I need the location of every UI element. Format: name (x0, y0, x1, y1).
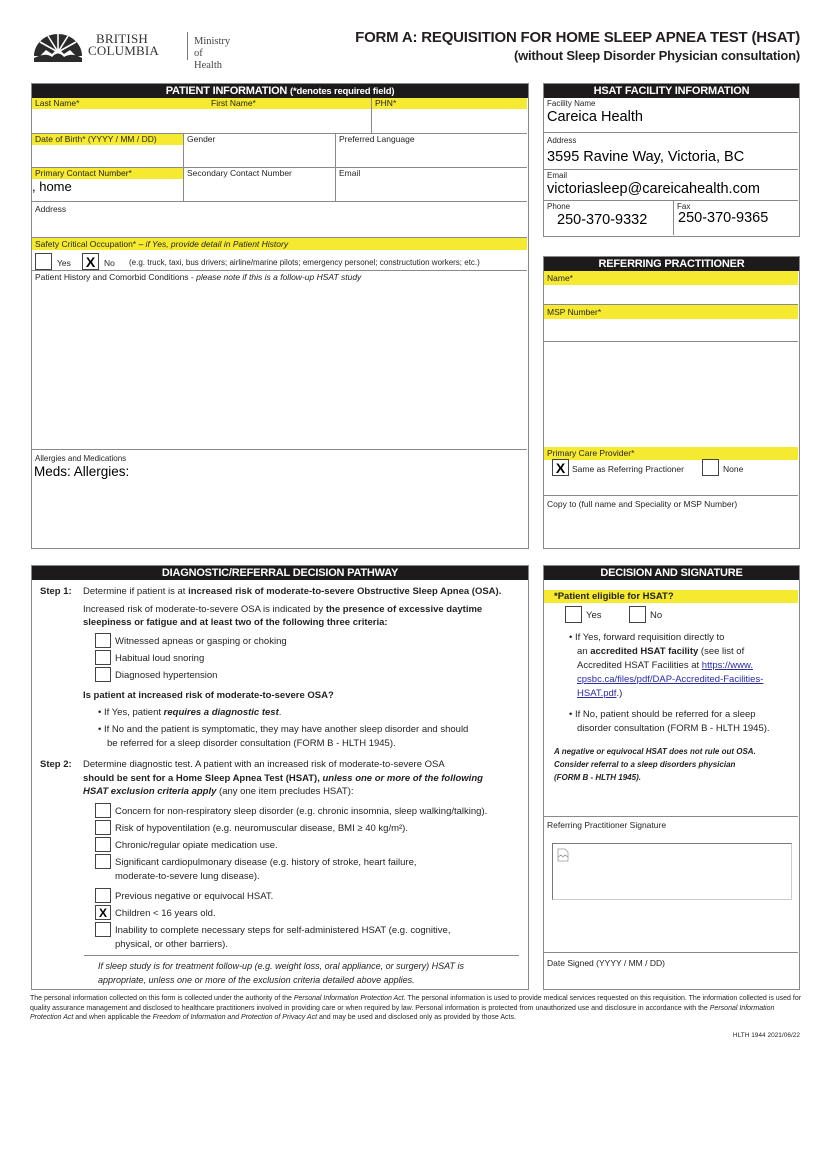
safety-critical-no-label: No (104, 258, 115, 268)
primary-care-provider-label: Primary Care Provider* (544, 447, 798, 460)
hsat-facility-heading: HSAT FACILITY INFORMATION (544, 84, 799, 98)
exclusion-checkbox[interactable] (95, 803, 111, 818)
facility-email-field[interactable] (544, 170, 798, 201)
criteria-label: Witnessed apneas or gasping or choking (115, 636, 287, 647)
exclusion-label: Risk of hypoventilation (e.g. neuromuscular disease, BMI ≥ 40 kg/m²). (115, 823, 408, 834)
step1-description (83, 604, 482, 616)
safety-critical-no-checkbox[interactable]: X (82, 253, 99, 270)
primary-contact-label: Primary Contact Number* (32, 168, 183, 179)
facility-phone-label: Phone (547, 202, 571, 211)
bullet-yes-l3-plain: Accredited HSAT Facilities at (577, 660, 702, 671)
preferred-language-field[interactable] (336, 134, 527, 168)
decision-signature-section (543, 565, 800, 990)
msp-number-label: MSP Number* (544, 305, 798, 319)
decision-bullet-yes-line5 (577, 688, 622, 700)
logo-divider (187, 32, 188, 60)
step1-bullet-no-line2: be referred for a sleep disorder consultation (FORM B - HLTH 1945). (107, 738, 396, 749)
signature-field[interactable] (552, 843, 792, 900)
signature-label: Referring Practitioner Signature (547, 820, 667, 830)
privacy-act-ref-2: Personal Information Protection Act (30, 1004, 775, 1021)
privacy-text-3: and when applicable the (73, 1014, 153, 1021)
exclusion-checkbox[interactable] (95, 820, 111, 835)
step2-line3-plain: (any one item precludes HSAT): (216, 786, 354, 797)
bullet-yes-bold: requires a diagnostic test (163, 707, 279, 718)
step1-bullet-yes: • If Yes, patient requires a diagnostic test. (98, 707, 282, 718)
privacy-notice (30, 994, 802, 1023)
exclusion-label: Previous negative or equivocal HSAT. (115, 891, 274, 902)
date-signed-label: Date Signed (YYYY / MM / DD) (547, 958, 665, 968)
criteria-checkbox[interactable] (95, 650, 111, 665)
criteria-label: Habitual loud snoring (115, 653, 205, 664)
decision-signature-heading: DECISION AND SIGNATURE (544, 566, 799, 580)
patient-information-heading (32, 84, 528, 98)
exclusion-checkbox[interactable] (95, 837, 111, 852)
broken-image-icon (557, 848, 569, 862)
decision-bullet-no-line1: • If No, patient should be referred for a sleep (569, 709, 756, 720)
signature-divider (544, 816, 798, 817)
decision-bullet-no-line2: disorder consultation (FORM B - HLTH 1945). (577, 723, 770, 734)
phn-field[interactable] (372, 98, 527, 134)
foippa-ref: Freedom of Information and Protection of Privacy Act (152, 1014, 318, 1021)
ministry-name (194, 36, 230, 72)
secondary-contact-field[interactable] (184, 168, 336, 202)
privacy-text-4: and may be used and disclosed only as provided by those Acts. (317, 1014, 516, 1021)
bullet-yes-plain: If Yes, patient (103, 707, 164, 718)
first-name-field[interactable] (208, 98, 372, 134)
form-code: HLTH 1944 2021/06/22 (732, 1032, 800, 1039)
allergies-medications-label: Allergies and Medications (35, 454, 127, 463)
none-checkbox[interactable] (702, 459, 719, 476)
hsat-facility-section (543, 83, 800, 237)
exclusion-label: Children < 16 years old. (115, 908, 216, 919)
none-label: None (723, 464, 744, 474)
facility-phone-field[interactable] (544, 201, 674, 235)
dob-label: Date of Birth* (YYYY / MM / DD) (32, 134, 183, 145)
facility-fax-field[interactable] (674, 201, 798, 235)
gender-label: Gender (187, 134, 216, 144)
bullet-yes-end: . (278, 707, 282, 718)
msp-number-field[interactable] (544, 305, 798, 342)
decision-warning-line3: (FORM B - HLTH 1945). (554, 773, 641, 782)
bc-logo (32, 30, 231, 71)
decision-warning-line1: A negative or equivocal HSAT does not rule out OSA. (554, 747, 756, 756)
decision-bullet-yes-line2 (577, 646, 744, 658)
exclusion-label-line2: physical, or other barriers). (115, 939, 228, 950)
eligible-label: *Patient eligible for HSAT? (544, 590, 798, 603)
step2-line2-bold: should be sent for a Home Sleep Apnea Test (HSAT), (83, 773, 323, 784)
step2-line3 (83, 786, 354, 798)
exclusion-checkbox[interactable] (95, 922, 111, 937)
heading-text: PATIENT INFORMATION (165, 85, 288, 97)
step1-intro-bold: increased risk of moderate-to-severe Obstructive Sleep Apnea (OSA). (188, 586, 502, 597)
safety-critical-field (32, 238, 527, 271)
practitioner-name-label: Name* (544, 271, 798, 285)
step1-question: Is patient at increased risk of moderate-to-severe OSA? (83, 690, 334, 701)
step2-line1: Determine diagnostic test. A patient with an increased risk of moderate-to-severe OSA (83, 759, 445, 770)
bc-sun-mountain-logo-icon (32, 30, 84, 62)
bc-wordmark-line1: BRITISH (96, 31, 148, 46)
bullet-yes-l2-bold: accredited HSAT facility (590, 646, 699, 657)
facility-address-field[interactable] (544, 133, 798, 170)
safety-critical-label-note: – if Yes, provide detail in Patient History (136, 239, 289, 249)
exclusion-label: Significant cardiopulmonary disease (e.g. history of stroke, heart failure, (115, 857, 417, 868)
followup-note-divider (84, 955, 519, 956)
allergies-medications-value: Meds: Allergies: (34, 464, 130, 479)
date-signed-value[interactable] (547, 969, 795, 987)
patient-email-field[interactable] (336, 168, 527, 202)
decision-bullet-yes-line3 (577, 660, 753, 672)
safety-critical-label-text: Safety Critical Occupation* (35, 239, 137, 249)
practitioner-details-area[interactable] (544, 342, 798, 447)
safety-critical-yes-checkbox[interactable] (35, 253, 52, 270)
criteria-checkbox[interactable] (95, 667, 111, 682)
ministry-line2: Health (194, 60, 222, 71)
copy-to-field[interactable] (544, 496, 798, 547)
privacy-text-1: The personal information collected on this form is collected under the authority of the (30, 995, 294, 1002)
patient-history-label-text: Patient History and Comorbid Conditions - (35, 272, 197, 282)
eligible-yes-label: Yes (586, 610, 602, 621)
facility-address-value: 3595 Ravine Way, Victoria, BC (547, 149, 745, 165)
accredited-facilities-link[interactable]: https://www. (701, 660, 753, 671)
referring-practitioner-section (543, 256, 800, 549)
step1-intro (83, 586, 501, 598)
bc-wordmark-line2: COLUMBIA (88, 43, 159, 58)
diagnostic-pathway-heading: DIAGNOSTIC/REFERRAL DECISION PATHWAY (32, 566, 528, 580)
step1-desc-plain: Increased risk of moderate-to-severe OSA is indicated by (83, 604, 326, 615)
first-name-label: First Name* (208, 98, 371, 109)
facility-email-value: victoriasleep@careicahealth.com (547, 181, 760, 197)
form-subtitle: (without Sleep Disorder Physician consultation) (513, 48, 800, 63)
decision-warning-line2: Consider referral to a sleep disorders physician (554, 760, 736, 769)
exclusion-label-line2: moderate-to-severe lung disease). (115, 871, 260, 882)
step1-intro-plain: Determine if patient is at (83, 586, 189, 597)
dob-field[interactable] (32, 134, 184, 168)
bullet-no-text: If No, patient should be referred for a sleep (574, 709, 756, 720)
patient-history-label (32, 271, 527, 283)
bullet-yes-text: If Yes, forward requisition directly to (574, 632, 725, 643)
primary-contact-value: , home (32, 179, 72, 194)
patient-history-label-note: please note if this is a follow-up HSAT study (196, 272, 362, 282)
facility-address-label: Address (547, 136, 577, 145)
facility-name-field[interactable] (544, 98, 798, 133)
eligible-no-label: No (650, 610, 663, 621)
criteria-label: Diagnosed hypertension (115, 670, 218, 681)
privacy-text-2: . The personal information is used to provide medical services requested on this requisition. The information collected is used for quality assurance management and disclosed to healthcare practitioners involved in providing care or when required by law. Personal information is protected from unauthorized use and disclosure in accordance with the (30, 995, 802, 1012)
bullet-yes-l2-plain: an (577, 646, 591, 657)
patient-email-label: Email (339, 168, 361, 178)
last-name-field[interactable] (32, 98, 208, 134)
step2-label: Step 2: (40, 759, 72, 770)
step2-line3-bold-italic: HSAT exclusion criteria apply (83, 786, 217, 797)
step2-line2-bold-italic: unless one or more of the following (322, 773, 483, 784)
step1-desc-bold2: sleepiness or fatigue and at least two of the following three criteria: (83, 617, 388, 628)
allergies-medications-field[interactable] (32, 450, 527, 547)
patient-address-field[interactable] (32, 202, 527, 238)
bc-wordmark (88, 33, 159, 57)
primary-care-provider-field (544, 447, 798, 496)
exclusion-checkbox[interactable]: X (95, 905, 111, 920)
safety-critical-yes-label: Yes (57, 258, 71, 268)
facility-name-label: Facility Name (547, 99, 596, 108)
followup-note-line1: If sleep study is for treatment follow-up (e.g. weight loss, oral appliance, or surgery) HSAT is (98, 961, 464, 971)
step1-label: Step 1: (40, 586, 72, 597)
privacy-act-ref-1: Personal Information Protection Act (293, 995, 404, 1002)
facility-fax-value: 250-370-9365 (678, 210, 769, 226)
step1-description-line2 (83, 617, 388, 629)
accredited-facilities-link-end[interactable]: HSAT.pdf (577, 688, 617, 699)
copy-to-label: Copy to (full name and Speciality or MSP Number) (547, 499, 738, 509)
step1-bullet-no: • If No and the patient is symptomatic, they may have another sleep disorder and should (98, 724, 469, 735)
facility-fax-label: Fax (677, 202, 691, 211)
same-as-referring-label: Same as Referring Practioner (572, 464, 684, 474)
date-signed-divider (544, 952, 798, 953)
safety-critical-examples: (e.g. truck, taxi, bus drivers; airline/marine pilots; emergency personel; constructution workers; etc.) (129, 258, 480, 267)
primary-contact-field[interactable] (32, 168, 184, 202)
accredited-facilities-link-cont[interactable]: cpsbc.ca/files/pdf/DAP-Accredited-Facilities- (577, 674, 764, 685)
exclusion-label: Concern for non-respiratory sleep disorder (e.g. chronic insomnia, sleep walking/talking). (115, 806, 488, 817)
decision-bullet-yes-line1: • If Yes, forward requisition directly to (569, 632, 725, 643)
secondary-contact-label: Secondary Contact Number (187, 168, 292, 178)
eligible-yes-checkbox[interactable] (565, 606, 582, 623)
facility-phone-value: 250-370-9332 (557, 212, 648, 228)
exclusion-checkbox[interactable] (95, 854, 111, 869)
exclusion-checkbox[interactable] (95, 888, 111, 903)
bullet-no-line1: If No and the patient is symptomatic, they may have another sleep disorder and should (103, 724, 469, 735)
link-close: .) (616, 688, 623, 699)
referring-practitioner-heading: REFERRING PRACTITIONER (544, 257, 799, 271)
diagnostic-pathway-section (31, 565, 529, 990)
last-name-label: Last Name* (32, 98, 208, 109)
eligible-no-checkbox[interactable] (629, 606, 646, 623)
safety-critical-label (32, 238, 527, 250)
ministry-line1: Ministry of (194, 36, 231, 59)
criteria-checkbox[interactable] (95, 633, 111, 648)
practitioner-name-field[interactable] (544, 271, 798, 305)
exclusion-label: Inability to complete necessary steps for self-administered HSAT (e.g. cognitive, (115, 925, 451, 936)
facility-email-label: Email (547, 171, 568, 180)
exclusion-label: Chronic/regular opiate medication use. (115, 840, 278, 851)
phn-label: PHN* (372, 98, 527, 109)
patient-history-field[interactable] (32, 271, 527, 450)
facility-name-value: Careica Health (547, 109, 643, 125)
bullet-yes-l2-end: (see list of (698, 646, 745, 657)
same-as-referring-checkbox[interactable]: X (552, 459, 569, 476)
heading-note: (*denotes required field) (290, 86, 395, 97)
step2-line2 (83, 773, 483, 785)
step1-desc-bold1: the presence of excessive daytime (325, 604, 483, 615)
gender-field[interactable] (184, 134, 336, 168)
followup-note-line2: appropriate, unless one or more of the exclusion criteria detailed above applies. (98, 975, 415, 985)
preferred-language-label: Preferred Language (339, 134, 415, 144)
patient-information-section (31, 83, 529, 549)
form-title: FORM A: REQUISITION FOR HOME SLEEP APNEA TEST (HSAT) (355, 29, 800, 46)
patient-address-label: Address (35, 204, 67, 214)
